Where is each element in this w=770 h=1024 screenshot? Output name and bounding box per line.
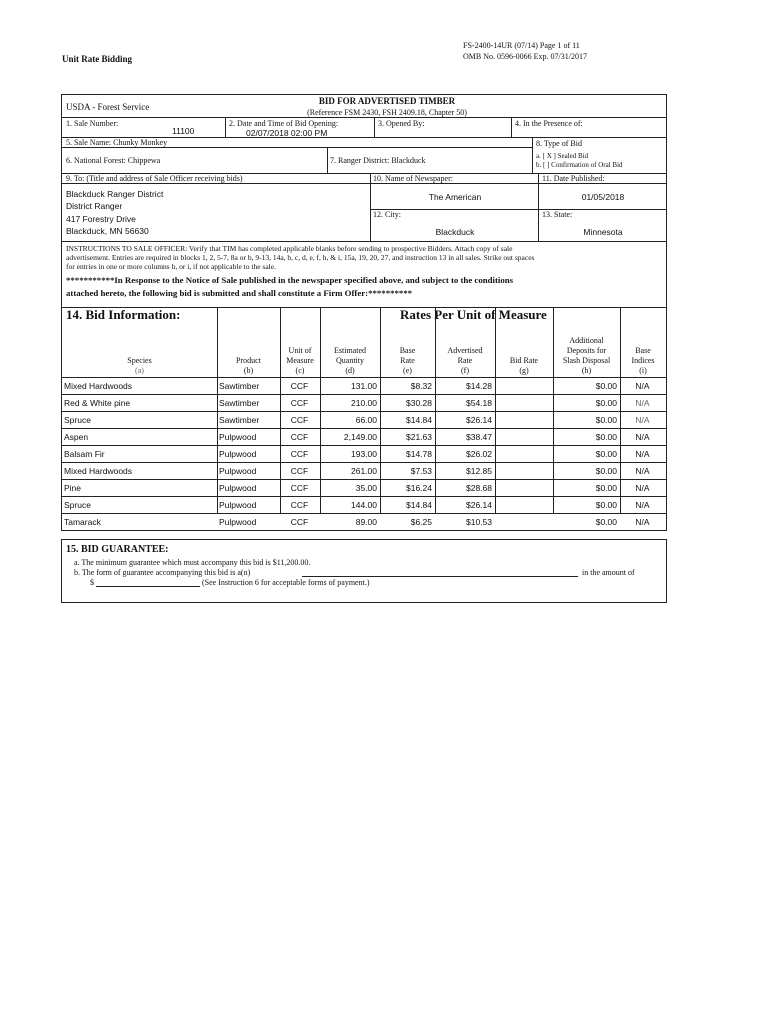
form-title: BID FOR ADVERTISED TIMBER (318, 96, 456, 106)
table-cell: $26.14 (466, 500, 492, 510)
sale-officer-line-2: District Ranger (66, 201, 123, 211)
column-header-text: Base (635, 346, 651, 355)
bid-rate-cell[interactable] (497, 446, 550, 463)
table-cell: $0.00 (595, 517, 617, 527)
table-cell: $14.28 (466, 381, 492, 391)
bid-rate-cell[interactable] (497, 497, 550, 514)
table-cell: Pulpwood (219, 483, 257, 493)
table-cell: CCF (290, 381, 309, 391)
table-cell: $0.00 (595, 483, 617, 493)
bid-guarantee-section (61, 539, 667, 603)
sealed-bid-checkbox[interactable]: a. [ X ] Sealed Bid (536, 152, 589, 160)
table-cell: Sawtimber (219, 415, 260, 425)
bid-rate-cell[interactable] (497, 429, 550, 446)
column-header-index: (f) (461, 366, 469, 375)
bid-information-heading: 14. Bid Information: (66, 307, 181, 322)
table-cell: CCF (290, 415, 309, 425)
table-cell: N/A (635, 500, 650, 510)
table-cell: $0.00 (595, 398, 617, 408)
table-cell: N/A (635, 483, 650, 493)
column-header-6 (436, 346, 494, 376)
table-cell: 144.00 (351, 500, 377, 510)
table-cell: $7.53 (410, 466, 432, 476)
table-cell: 35.00 (355, 483, 377, 493)
column-header-text: Quantity (336, 356, 364, 365)
sale-number-value: 11100 (172, 126, 195, 136)
table-cell: $0.00 (595, 466, 617, 476)
table-cell: Pulpwood (219, 500, 257, 510)
table-cell: $28.68 (466, 483, 492, 493)
column-header-2 (218, 356, 279, 376)
table-cell: N/A (635, 415, 650, 425)
bid-form (61, 94, 667, 531)
column-header-5 (381, 346, 434, 376)
city-label: 12. City: (373, 210, 402, 219)
column-header-index: (g) (519, 366, 529, 375)
table-cell: $6.25 (410, 517, 432, 527)
table-cell: Balsam Fir (64, 449, 105, 459)
table-cell: Mixed Hardwoods (64, 466, 133, 476)
column-header-text: Advertised (447, 346, 483, 355)
table-cell: Spruce (64, 415, 91, 425)
table-cell: $14.78 (406, 449, 432, 459)
column-header-index: (b) (243, 366, 254, 375)
ranger-district: 7. Ranger District: Blackduck (330, 156, 426, 165)
table-cell: 193.00 (351, 449, 377, 459)
table-cell: $54.18 (466, 398, 492, 408)
guarantee-form-field[interactable] (302, 576, 578, 577)
agency: USDA - Forest Service (66, 102, 150, 112)
table-cell: CCF (290, 466, 309, 476)
column-header-index: (a) (135, 366, 144, 375)
instructions-line-2: advertisement. Entries are required in blocks 1, 2, 5-7, 8a or b, 9-13, 14a, b, c, d, e, f, h, & i, 15a, 19, 20, 27, and instruction 13 in all sales. Strike out spaces (66, 253, 535, 262)
sale-officer-line-1: Blackduck Ranger District (66, 189, 164, 199)
table-cell: Pulpwood (219, 466, 257, 476)
table-cell: $0.00 (595, 449, 617, 459)
state-value: Minnesota (583, 227, 623, 237)
table-cell: CCF (290, 483, 309, 493)
column-header-9 (621, 346, 665, 376)
table-cell: N/A (635, 398, 650, 408)
column-header-8 (554, 336, 619, 376)
table-cell: Sawtimber (219, 398, 260, 408)
table-cell: $38.47 (466, 432, 492, 442)
column-header-7 (496, 356, 552, 376)
table-cell: Aspen (64, 432, 89, 442)
guarantee-minimum: a. The minimum guarantee which must accompany this bid is $11,200.00. (74, 558, 311, 567)
sale-number-label: 1. Sale Number: (66, 119, 119, 128)
table-cell: CCF (290, 449, 309, 459)
date-published-value: 01/05/2018 (581, 192, 625, 202)
table-cell: N/A (635, 466, 650, 476)
instructions-line-1: INSTRUCTIONS TO SALE OFFICER: Verify that TIM has completed applicable blanks before sending to prospective Bidders. Attach copy of sale (66, 244, 513, 253)
guarantee-heading: 15. BID GUARANTEE: (66, 544, 169, 555)
table-cell: $26.02 (466, 449, 492, 459)
bid-rate-cell[interactable] (497, 395, 550, 412)
sale-officer-line-4: Blackduck, MN 56630 (66, 226, 149, 236)
table-cell: N/A (635, 432, 650, 442)
column-header-text: Base (399, 346, 416, 355)
table-cell: N/A (635, 449, 650, 459)
newspaper-label: 10. Name of Newspaper: (373, 174, 453, 183)
form-number-line: FS-2400-14UR (07/14) Page 1 of 11 (463, 41, 580, 50)
table-cell: 89.00 (355, 517, 377, 527)
table-cell: Pine (64, 483, 82, 493)
column-header-3 (281, 346, 319, 376)
sale-officer-label: 9. To: (Title and address of Sale Officer receiving bids) (66, 174, 243, 183)
form-reference: (Reference FSM 2430, FSH 2409.18, Chapter 50) (307, 108, 467, 117)
column-header-text: Product (236, 356, 261, 365)
column-header-text: Bid Rate (509, 356, 539, 365)
column-header-index: (c) (295, 366, 305, 375)
response-line-1: ***********In Response to the Notice of Sale published in the newspaper specified above, and subject to the conditions (66, 275, 514, 285)
table-cell: CCF (290, 500, 309, 510)
bid-type-label: 8. Type of Bid (536, 139, 582, 148)
column-header-text: Additional (569, 336, 604, 345)
table-cell: Spruce (64, 500, 91, 510)
response-line-2: attached hereto, the following bid is submitted and shall constitute a Firm Offer:********** (66, 288, 413, 298)
column-header-text: Estimated (334, 346, 366, 355)
state-label: 13. State: (542, 210, 573, 219)
column-header-text: Slash Disposal (562, 356, 611, 365)
column-header-text: Species (127, 356, 152, 365)
guarantee-amount-field[interactable] (96, 586, 200, 587)
column-header-index: (e) (403, 366, 412, 375)
table-cell: N/A (635, 517, 650, 527)
table-cell: $12.85 (466, 466, 492, 476)
newspaper-value: The American (428, 192, 482, 202)
column-header-4 (321, 346, 379, 376)
bid-rate-cell[interactable] (497, 463, 550, 480)
table-cell: $14.84 (406, 415, 432, 425)
date-published-label: 11. Date Published: (542, 174, 605, 183)
table-cell: $0.00 (595, 381, 617, 391)
column-header-text: Indices (631, 356, 655, 365)
table-cell: $10.53 (466, 517, 492, 527)
table-cell: 261.00 (351, 466, 377, 476)
column-header-1 (63, 356, 216, 376)
table-cell: Tamarack (64, 517, 101, 527)
rates-heading: Rates Per Unit of Measure (400, 307, 547, 322)
document-title: Unit Rate Bidding (62, 54, 133, 64)
guarantee-amount-label: in the amount of (582, 568, 635, 577)
table-cell: $8.32 (410, 381, 432, 391)
column-header-index: (h) (581, 366, 592, 375)
table-cell: $21.63 (406, 432, 432, 442)
table-cell: Red & White pine (64, 398, 131, 408)
city-value: Blackduck (435, 227, 475, 237)
sale-name: 5. Sale Name: Chunky Monkey (66, 138, 168, 147)
guarantee-instruction-note: (See Instruction 6 for acceptable forms of payment.) (202, 578, 370, 587)
table-cell: Pulpwood (219, 517, 257, 527)
column-header-text: Deposits for (566, 346, 607, 355)
table-cell: $0.00 (595, 432, 617, 442)
bid-opening-value: 02/07/2018 02:00 PM (246, 128, 328, 138)
table-cell: CCF (290, 398, 309, 408)
bid-rate-cell[interactable] (497, 378, 550, 395)
opened-by-label: 3. Opened By: (378, 119, 425, 128)
table-cell: Pulpwood (219, 449, 257, 459)
table-cell: $0.00 (595, 415, 617, 425)
omb-line: OMB No. 0596-0066 Exp. 07/31/2017 (463, 52, 587, 61)
table-cell: Mixed Hardwoods (64, 381, 133, 391)
table-cell: $14.84 (406, 500, 432, 510)
guarantee-form-label: b. The form of guarantee accompanying this bid is a(n) (74, 568, 251, 577)
column-header-index: (i) (639, 366, 647, 375)
table-cell: N/A (635, 381, 650, 391)
table-cell: Pulpwood (219, 432, 257, 442)
column-header-text: Rate (400, 356, 415, 365)
table-cell: $16.24 (406, 483, 432, 493)
table-cell: Sawtimber (219, 381, 260, 391)
bid-rate-cell[interactable] (497, 412, 550, 429)
table-cell: CCF (290, 517, 309, 527)
table-cell: 131.00 (351, 381, 377, 391)
table-cell: 210.00 (351, 398, 377, 408)
column-header-text: Rate (457, 356, 473, 365)
national-forest: 6. National Forest: Chippewa (66, 156, 161, 165)
instructions-line-3: for entries in one or more columns h, or i, if not applicable to the sale. (66, 262, 276, 271)
guarantee-dollar-sign: $ (90, 578, 94, 587)
table-cell: $26.14 (466, 415, 492, 425)
oral-bid-checkbox[interactable]: b. [ ] Confirmation of Oral Bid (536, 161, 623, 169)
table-cell: 66.00 (355, 415, 377, 425)
presence-of-label: 4. In the Presence of: (515, 119, 583, 128)
bid-rate-cell[interactable] (497, 480, 550, 497)
table-cell: 2,149.00 (343, 432, 377, 442)
sale-officer-line-3: 417 Forestry Drive (66, 214, 136, 224)
table-cell: CCF (290, 432, 309, 442)
column-header-text: Measure (286, 356, 314, 365)
bid-opening-label: 2. Date and Time of Bid Opening: (229, 119, 339, 128)
column-header-text: Unit of (288, 346, 312, 355)
table-cell: $0.00 (595, 500, 617, 510)
table-cell: $30.28 (406, 398, 432, 408)
bid-rate-cell[interactable] (497, 514, 550, 531)
form-number (463, 40, 587, 62)
column-header-index: (d) (345, 366, 355, 375)
